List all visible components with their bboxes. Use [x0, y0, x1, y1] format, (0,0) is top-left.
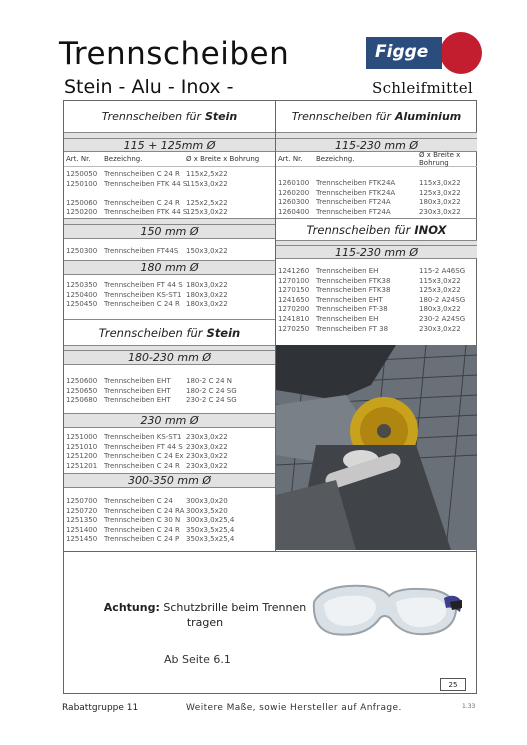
product-name: Trennscheiben FTK 44 S [104, 179, 188, 188]
table-row [64, 497, 275, 507]
safety-glasses-image [304, 572, 464, 652]
table-row [276, 198, 477, 208]
table-row [64, 507, 275, 517]
table-row [64, 526, 275, 536]
catalog-frame [63, 100, 477, 694]
article-number: 1250680 [66, 396, 98, 405]
product-name: Trennscheiben C 24 [104, 497, 173, 505]
article-number: 1270200 [278, 305, 310, 314]
table-row [276, 208, 477, 218]
angle-grinder-illustration [276, 345, 477, 550]
product-name: Trennscheiben C 24 R [104, 461, 180, 470]
article-number: 1260400 [278, 207, 310, 216]
dimensions: 350x3,5x25,4 [186, 535, 235, 544]
table-row [276, 315, 477, 325]
page-number: 1.33 [462, 703, 476, 710]
product-name: Trennscheiben C 30 N [104, 516, 181, 525]
page-subtitle: Stein - Alu - Inox - [64, 76, 234, 98]
dimensions: 300x3,0x25,4 [186, 516, 235, 525]
table-row [276, 286, 477, 296]
table-row [64, 387, 275, 397]
article-number: 1250450 [66, 300, 98, 309]
size-band: 300-350 mm Ø [64, 474, 275, 488]
size-band: 180 mm Ø [64, 261, 275, 275]
dimensions: 230-2 A24SG [419, 314, 466, 323]
dimensions: 180x3,0x22 [419, 198, 461, 207]
brand-subtitle: Schleifmittel [372, 79, 474, 97]
table-rows [64, 167, 275, 219]
article-number [64, 189, 104, 199]
product-name: Trennscheiben C 24 P [104, 535, 180, 544]
article-number: 1250200 [66, 208, 98, 217]
article-number: 1250400 [66, 290, 98, 299]
article-number: 1250100 [66, 179, 98, 188]
product-name: Trennscheiben FT 38 [316, 324, 389, 333]
table-rows [64, 428, 275, 474]
dimensions: 300x3,5x20 [186, 506, 228, 515]
product-name: Trennscheiben C 24 RA [104, 506, 185, 515]
table-row [276, 277, 477, 287]
article-number: 1251400 [66, 525, 98, 534]
dimensions: 180-2 A24SG [419, 295, 466, 304]
section-title-aluminium: Trennscheiben für Aluminium [276, 101, 477, 133]
dimensions: 180x3,0x22 [186, 300, 228, 309]
table-row [276, 189, 477, 199]
article-number: 1251010 [66, 442, 98, 451]
article-number: 1251201 [66, 461, 98, 470]
table-row [64, 377, 275, 387]
size-band: 180-230 mm Ø [64, 351, 275, 365]
article-number: 1250720 [66, 506, 98, 515]
product-name: Trennscheiben FTK24A [316, 188, 396, 197]
table-row [64, 452, 275, 462]
table-rows [64, 488, 275, 551]
article-number: 1241810 [278, 314, 310, 323]
footer-note: Weitere Maße, sowie Hersteller auf Anfrage. [186, 703, 402, 713]
product-name: Trennscheiben C 24 Ex [104, 452, 184, 461]
logo-circle-mark [440, 32, 482, 74]
page-number-box: 25 [440, 678, 466, 691]
product-name: Trennscheiben FT 44 S [104, 281, 183, 289]
column-headers: Art. Nr. Bezeichng. Ø x Breite x Bohrung [64, 152, 275, 167]
dimensions [186, 189, 275, 199]
table-row [64, 170, 275, 180]
article-number: 1251000 [66, 433, 98, 441]
article-number: 1260300 [278, 198, 310, 207]
table-rows [276, 259, 477, 345]
table-row [276, 305, 477, 315]
article-number: 1251450 [66, 535, 98, 544]
safety-notice [64, 551, 476, 693]
dimensions: 230x3,0x22 [186, 452, 228, 461]
size-band: 230 mm Ø [64, 414, 275, 428]
aluminium-inox-column [276, 101, 477, 551]
product-name: Trennscheiben FTK 44 S [104, 208, 188, 217]
table-row [64, 433, 275, 443]
product-name: Trennscheiben C 24 R [104, 525, 180, 534]
section-title-stein-2: Trennscheiben für Stein [64, 320, 275, 346]
dimensions: 150x3,0x22 [186, 247, 228, 255]
product-name: Trennscheiben FTK38 [316, 286, 391, 295]
product-name: Trennscheiben EHT [104, 396, 171, 405]
product-name: Trennscheiben FT 44 S [104, 442, 183, 451]
section-title-inox: Trennscheiben für INOX [276, 219, 477, 241]
table-row [276, 296, 477, 306]
table-row [64, 189, 275, 199]
section-title-stein: Trennscheiben für Stein [64, 101, 275, 133]
table-row [64, 396, 275, 406]
page-reference: Ab Seite 6.1 [164, 653, 231, 666]
table-row [276, 179, 477, 189]
article-number: 1260200 [278, 188, 310, 197]
dimensions: 180x3,0x22 [186, 290, 228, 299]
article-number: 1260100 [278, 179, 310, 187]
dimensions: 180-2 C 24 N [186, 377, 233, 385]
dimensions: 180x3,0x22 [419, 305, 461, 314]
dimensions: 230x3,0x22 [186, 442, 228, 451]
table-row [276, 325, 477, 335]
dimensions: 230x3,0x22 [186, 433, 228, 441]
logo-wordmark: Figge [366, 37, 442, 69]
table-row [64, 247, 275, 257]
dimensions: 115x2,5x22 [186, 170, 228, 178]
dimensions: 125x2,5x22 [186, 198, 228, 207]
article-number: 1250650 [66, 386, 98, 395]
table-rows [276, 167, 477, 219]
product-name: Trennscheiben EH [316, 314, 379, 323]
size-band: 115-230 mm Ø [276, 139, 477, 152]
product-name: Trennscheiben C 24 R [104, 198, 180, 207]
dimensions: 125x3,0x22 [419, 188, 461, 197]
product-name: Trennscheiben C 24 R [104, 170, 180, 178]
dimensions: 115-2 A46SG [419, 267, 466, 275]
article-number: 1250700 [66, 497, 98, 505]
dimensions: 230x3,0x22 [419, 207, 461, 216]
article-number: 1250300 [66, 247, 98, 255]
table-row [64, 516, 275, 526]
column-headers: Art. Nr. Bezeichng. Ø x Breite x Bohrung [276, 152, 477, 167]
dimensions: 230-2 C 24 SG [186, 396, 237, 405]
table-rows [64, 239, 275, 261]
product-name: Trennscheiben FT24A [316, 207, 391, 216]
table-row [64, 443, 275, 453]
dimensions: 125x3,0x22 [186, 208, 228, 217]
product-name: Trennscheiben EH [316, 267, 379, 275]
dimensions: 125x3,0x22 [419, 286, 461, 295]
size-band: 150 mm Ø [64, 225, 275, 239]
product-name: Trennscheiben KS-ST1 [104, 433, 182, 441]
table-row [64, 208, 275, 218]
table-row [64, 462, 275, 472]
article-number: 1270250 [278, 324, 310, 333]
product-name: Trennscheiben EHT [104, 377, 171, 385]
product-name: Trennscheiben FT44S [104, 247, 179, 255]
product-name: Trennscheiben FT24A [316, 198, 391, 207]
table-row [64, 300, 275, 310]
table-row [64, 535, 275, 545]
article-number: 1250350 [66, 281, 98, 289]
product-name: Trennscheiben C 24 R [104, 300, 180, 309]
dimensions: 180-2 C 24 SG [186, 386, 237, 395]
dimensions: 230x3,0x22 [186, 461, 228, 470]
product-name: Trennscheiben FT-38 [316, 305, 388, 314]
article-number: 1251350 [66, 516, 98, 525]
product-name [104, 189, 186, 199]
product-name: Trennscheiben FTK38 [316, 276, 391, 285]
article-number: 1251200 [66, 452, 98, 461]
table-row [64, 199, 275, 209]
product-name: Trennscheiben FTK24A [316, 179, 396, 187]
dimensions: 115x3,0x22 [419, 276, 461, 285]
brand-logo [366, 31, 486, 74]
page-title: Trennscheiben [59, 36, 290, 72]
article-number: 1270100 [278, 276, 310, 285]
article-number: 1241260 [278, 267, 310, 275]
table-rows [64, 275, 275, 320]
article-number: 1270150 [278, 286, 310, 295]
product-name: Trennscheiben EHT [104, 386, 171, 395]
product-name: Trennscheiben EHT [316, 295, 383, 304]
size-band: 115-230 mm Ø [276, 246, 477, 259]
table-row [276, 267, 477, 277]
safety-warning: Achtung: Schutzbrille beim Trennen tragen [103, 601, 307, 629]
table-row [64, 281, 275, 291]
article-number: 1250600 [66, 377, 98, 385]
dimensions: 230x3,0x22 [419, 324, 461, 333]
article-number: 1241650 [278, 295, 310, 304]
size-band: 115 + 125mm Ø [64, 139, 275, 152]
dimensions: 350x3,5x25,4 [186, 525, 235, 534]
product-photo [276, 345, 477, 550]
product-name: Trennscheiben KS-ST1 [104, 290, 182, 299]
dimensions: 115x3,0x22 [419, 179, 461, 187]
table-rows [64, 365, 275, 414]
dimensions: 300x3,0x20 [186, 497, 228, 505]
article-number: 1250050 [66, 170, 98, 178]
table-row [64, 180, 275, 190]
table-row [64, 291, 275, 301]
dimensions: 115x3,0x22 [186, 179, 228, 188]
discount-group: Rabattgruppe 11 [62, 703, 139, 713]
stein-column [64, 101, 276, 551]
dimensions: 180x3,0x22 [186, 281, 228, 289]
article-number: 1250060 [66, 198, 98, 207]
